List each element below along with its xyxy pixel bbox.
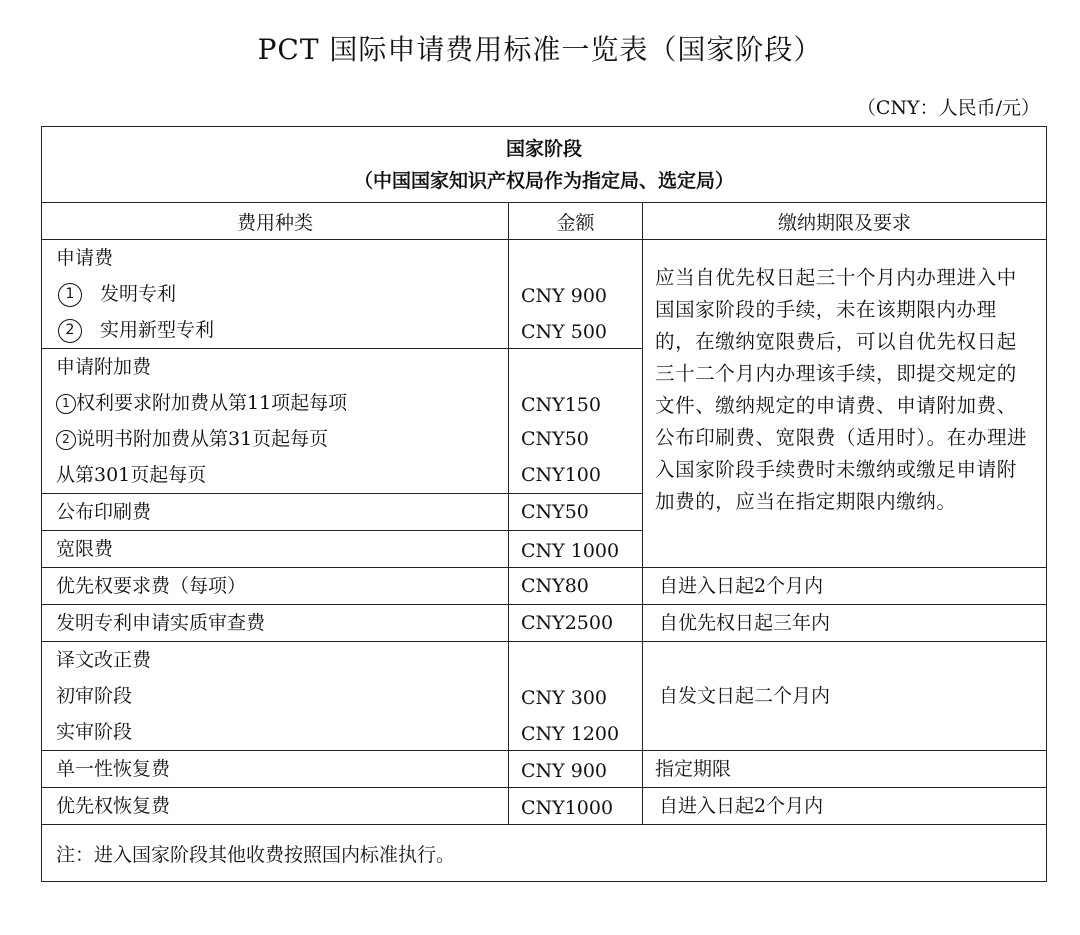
fee-application-name: 申请费 <box>56 247 114 269</box>
amount-examination: CNY2500 <box>509 605 643 642</box>
fee-application-item-1: 1 发明专利 <box>56 276 508 312</box>
note-row <box>42 825 1047 882</box>
requirement-priority-claim: 自进入日起2个月内 <box>643 568 1047 605</box>
fee-unity: 单一性恢复费 <box>42 751 509 788</box>
fee-additional-item-2: 2 说明书附加费从第31页起每页 <box>56 421 508 457</box>
requirement-priority-restore: 自进入日起2个月内 <box>643 788 1047 825</box>
fee-additional-item-1: 1 权利要求附加费从第11项起每项 <box>56 385 508 421</box>
column-header-requirement: 缴纳期限及要求 <box>643 203 1047 240</box>
amount-priority-claim: CNY80 <box>509 568 643 605</box>
table-header <box>42 127 1047 203</box>
fee-additional <box>42 349 509 494</box>
requirement-examination: 自优先权日起三年内 <box>643 605 1047 642</box>
fee-additional-name: 申请附加费 <box>56 356 152 378</box>
table-row <box>42 642 1047 751</box>
requirement-unity: 指定期限 <box>643 751 1047 788</box>
amount-priority-restore: CNY1000 <box>509 788 643 825</box>
table-header-line2: （中国国家知识产权局作为指定局、选定局） <box>354 169 735 192</box>
fee-publication: 公布印刷费 <box>42 494 509 531</box>
amount-additional <box>509 349 643 494</box>
amount-grace: CNY 1000 <box>509 531 643 568</box>
column-header-row <box>42 203 1047 240</box>
currency-note: （CNY：人民币/元） <box>856 97 1040 119</box>
fee-examination: 发明专利申请实质审查费 <box>42 605 509 642</box>
amount-translation: CNY 300 CNY 1200 <box>509 642 643 751</box>
page-title: PCT 国际申请费用标准一览表（国家阶段） <box>257 33 823 66</box>
item-number-badge: 2 <box>56 430 76 450</box>
amount-invention: CNY 900 <box>521 285 608 307</box>
column-header-fee-type: 费用种类 <box>42 203 509 240</box>
fee-priority-restore: 优先权恢复费 <box>42 788 509 825</box>
column-header-amount: 金额 <box>509 203 643 240</box>
table-row <box>42 788 1047 825</box>
item-number-badge: 1 <box>56 394 76 414</box>
amount-claims: CNY150 <box>521 394 601 416</box>
amount-application <box>509 240 643 349</box>
table-row <box>42 751 1047 788</box>
item-number-badge: 1 <box>58 283 82 307</box>
fee-priority-claim: 优先权要求费（每项） <box>42 568 509 605</box>
amount-unity: CNY 900 <box>509 751 643 788</box>
table-row <box>42 568 1047 605</box>
table-row <box>42 605 1047 642</box>
requirement-main-text: 应当自优先权日起三十个月内办理进入中国国家阶段的手续，未在该期限内办理的，在缴纳宽限费后，可以自优先权日起三十二个月内办理该手续，即提交规定的文件、缴纳规定的申请费、申请附加费、公布印刷费、宽限费（适用时）。在办理进入国家阶段手续费时未缴纳或缴足申请附加费的，应当在指定期限内缴纳。 <box>655 266 1028 513</box>
table-row <box>42 240 1047 349</box>
requirement-main <box>643 240 1047 568</box>
fee-application <box>42 240 509 349</box>
table-header-row <box>42 127 1047 203</box>
fee-table <box>41 126 1047 882</box>
fee-translation: 译文改正费 初审阶段 实审阶段 <box>42 642 509 751</box>
requirement-translation: 自发文日起二个月内 <box>643 642 1047 751</box>
table-header-line1: 国家阶段 <box>506 137 583 160</box>
fee-grace: 宽限费 <box>42 531 509 568</box>
fee-application-item-2: 2 实用新型专利 <box>56 312 508 348</box>
table-note: 注：进入国家阶段其他收费按照国内标准执行。 <box>42 825 1047 882</box>
amount-description-301: CNY100 <box>521 464 601 486</box>
fee-additional-item-3: 从第301页起每页 <box>56 464 207 486</box>
amount-publication: CNY50 <box>509 494 643 531</box>
amount-utility-model: CNY 500 <box>521 321 608 343</box>
amount-description: CNY50 <box>521 428 589 450</box>
item-number-badge: 2 <box>58 319 82 343</box>
